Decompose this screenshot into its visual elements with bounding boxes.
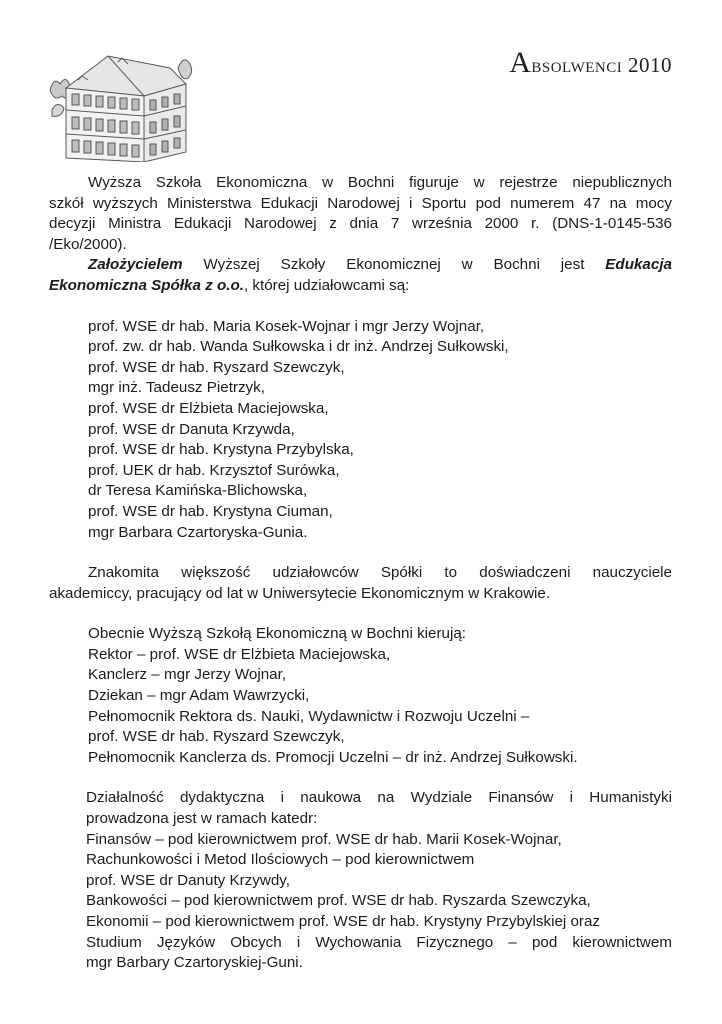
header-title-initial: A — [509, 46, 532, 79]
header-title-text: bsolwenci — [531, 53, 623, 77]
departments-line-1: Działalność dydaktyczna i naukowa na Wydziale Finansów i Humanistyki — [86, 789, 672, 807]
management-item: Rektor – prof. WSE dr Elżbieta Maciejowska, — [88, 645, 391, 663]
spacer — [49, 297, 672, 317]
shareholder-item: prof. WSE dr Danuta Krzywda, — [88, 420, 295, 438]
departments-line-9: mgr Barbary Czartoryskiej-Guni. — [86, 954, 303, 972]
management-item: Kanclerz – mgr Jerzy Wojnar, — [88, 666, 287, 684]
intro-line-4: /Eko/2000). — [49, 235, 127, 253]
intro-line-2: szkół wyższych Ministerstwa Edukacji Narodowej i Sportu pod numerem 47 na mocy — [49, 194, 672, 212]
shareholder-item: prof. WSE dr Elżbieta Maciejowska, — [88, 399, 329, 417]
departments-line-7: Ekonomii – pod kierownictwem prof. WSE dr hab. Krystyny Przybylskiej oraz — [86, 913, 601, 930]
departments-section — [49, 788, 672, 973]
spacer — [49, 604, 672, 624]
spacer — [49, 543, 672, 563]
shareholder-item: prof. zw. dr hab. Wanda Sułkowska i dr inż. Andrzej Sułkowski, — [88, 338, 509, 356]
majority-line-1: Znakomita większość udziałowców Spółki to doświadczeni nauczyciele — [88, 564, 672, 582]
page-header-title — [509, 46, 672, 80]
intro-line-1: Wyższa Szkoła Ekonomiczna w Bochni figuruje w rejestrze niepublicznych — [88, 174, 672, 191]
founder-label: Założycielem — [88, 256, 183, 274]
management-item: Pełnomocnik Rektora ds. Nauki, Wydawnictw i Rozwoju Uczelni – — [88, 707, 530, 725]
management-item: Dziekan – mgr Adam Wawrzycki, — [88, 687, 310, 705]
shareholder-item: prof. WSE dr hab. Krystyna Przybylska, — [88, 441, 354, 459]
departments-line-8: Studium Języków Obcych i Wychowania Fizycznego – pod kierownictwem — [86, 933, 672, 951]
shareholder-item: mgr inż. Tadeusz Pietrzyk, — [88, 379, 265, 397]
document-body — [49, 173, 672, 974]
founder-text-2: , której udziałowcami są: — [243, 276, 410, 294]
shareholders-list — [49, 317, 672, 544]
management-item: Obecnie Wyższą Szkołą Ekonomiczną w Bochni kierują: — [88, 625, 467, 643]
shareholder-item: prof. WSE dr hab. Krystyna Ciuman, — [88, 502, 333, 520]
spacer — [49, 768, 672, 788]
majority-line-2: akademiccy, pracujący od lat w Uniwersytecie Ekonomicznym w Krakowie. — [49, 584, 551, 602]
building-sketch-icon — [48, 40, 194, 162]
management-list — [49, 624, 672, 768]
departments-line-4: Rachunkowości i Metod Ilościowych – pod kierownictwem — [86, 851, 475, 869]
shareholder-item: prof. WSE dr hab. Ryszard Szewczyk, — [88, 358, 345, 376]
departments-line-2: prowadzona jest w ramach katedr: — [86, 810, 318, 828]
header-year: 2010 — [628, 53, 672, 77]
shareholder-item: prof. WSE dr hab. Maria Kosek-Wojnar i mgr Jerzy Wojnar, — [88, 317, 485, 335]
shareholder-item: dr Teresa Kamińska-Blichowska, — [88, 482, 308, 500]
founder-company-part2: Ekonomiczna Spółka z o.o. — [49, 276, 244, 294]
shareholder-item: mgr Barbara Czartoryska-Gunia. — [88, 523, 308, 541]
intro-line-3: decyzji Ministra Edukacji Narodowej z dnia 7 września 2000 r. (DNS-1-0145-536 — [49, 215, 672, 233]
management-item: prof. WSE dr hab. Ryszard Szewczyk, — [88, 728, 345, 746]
departments-line-3: Finansów – pod kierownictwem prof. WSE dr hab. Marii Kosek-Wojnar, — [86, 830, 562, 848]
management-item: Pełnomocnik Kanclerza ds. Promocji Uczelni – dr inż. Andrzej Sułkowski. — [88, 748, 578, 766]
departments-line-5: prof. WSE dr Danuty Krzywdy, — [86, 871, 290, 889]
founder-line-1 — [49, 255, 672, 276]
founder-company-part1: Edukacja — [605, 256, 672, 274]
shareholder-item: prof. UEK dr hab. Krzysztof Surówka, — [88, 461, 340, 479]
founder-line-2 — [49, 276, 672, 297]
founder-text-1: Wyższej Szkoły Ekonomicznej w Bochni jest — [182, 256, 606, 274]
departments-line-6: Bankowości – pod kierownictwem prof. WSE dr hab. Ryszarda Szewczyka, — [86, 892, 591, 910]
